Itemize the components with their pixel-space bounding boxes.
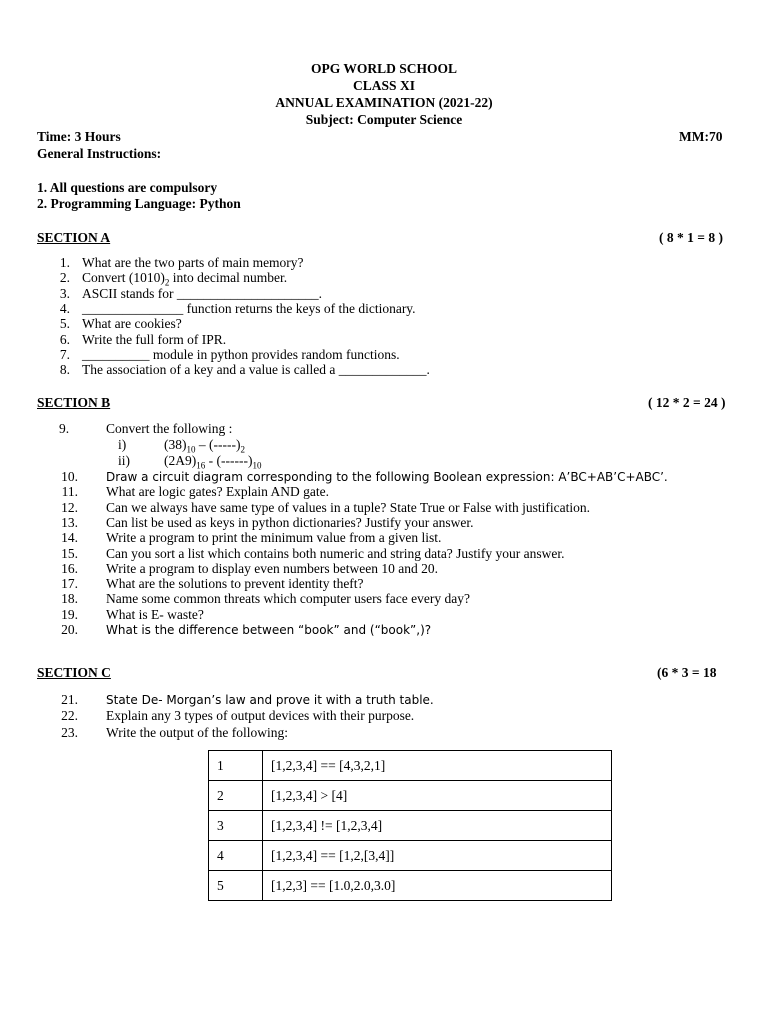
question-number: 9.	[59, 421, 70, 436]
instruction-2: 2. Programming Language: Python	[37, 196, 241, 211]
question-text: The association of a key and a value is called a _____________.	[82, 362, 430, 378]
question-text: Write a program to display even numbers between 10 and 20.	[106, 560, 438, 576]
expression: [1,2,3,4] == [1,2,[3,4]]	[263, 841, 612, 871]
section-c-title: SECTION C	[37, 665, 111, 680]
question-number: 13.	[61, 514, 78, 530]
question-number: 17.	[61, 576, 78, 592]
instructions-heading: General Instructions:	[37, 146, 162, 161]
row-number: 1	[209, 751, 263, 781]
expression: [1,2,3] == [1.0,2.0,3.0]	[263, 871, 612, 901]
exam-title: ANNUAL EXAMINATION (2021-22)	[275, 95, 493, 110]
question-text: Name some common threats which computer users face every day?	[106, 591, 470, 607]
row-number: 4	[209, 841, 263, 871]
question-number: 16.	[61, 560, 78, 576]
question-text: Can list be used as keys in python dictionaries? Justify your answer.	[106, 514, 474, 530]
section-b-marks: ( 12 * 2 = 24 )	[648, 395, 726, 410]
sub-question-label: ii)	[118, 453, 130, 468]
question-number: 6.	[59, 331, 70, 347]
instruction-1: 1. All questions are compulsory	[37, 180, 218, 195]
section-b-title: SECTION B	[37, 395, 111, 410]
question-text: Convert the following :	[106, 421, 233, 436]
table-row	[209, 871, 612, 901]
question-text: What are logic gates? Explain AND gate.	[106, 484, 330, 500]
sub-question-text: $(38)_{10} - (-----)_2$	[164, 437, 245, 455]
question-text: Explain any 3 types of output devices with their purpose.	[106, 708, 415, 723]
subject-title: Subject: Computer Science	[305, 112, 463, 127]
question-text: __________ module in python provides random functions.	[82, 346, 400, 362]
sub-question-label: i)	[118, 437, 127, 452]
question-text: What is the difference between “book” and (“book”,)?	[106, 623, 432, 637]
section-c-marks: (6 * 3 = 18	[657, 665, 717, 680]
question-number: 8.	[59, 362, 70, 378]
question-number: 14.	[61, 530, 78, 546]
question-number: 3.	[59, 285, 70, 301]
question-number: 15.	[61, 545, 78, 561]
question-text: Write a program to print the minimum value from a given list.	[106, 530, 442, 546]
question-text: Convert $(1010)_2$ into decimal number.	[82, 270, 288, 288]
question-text: _______________ function returns the keys of the dictionary.	[82, 300, 416, 316]
time-label: Time: 3 Hours	[37, 129, 121, 144]
question-number: 5.	[59, 316, 70, 332]
question-number: 19.	[61, 606, 78, 622]
table-row	[209, 781, 612, 811]
question-text: State De- Morgan’s law and prove it with a truth table.	[106, 693, 434, 707]
row-number: 3	[209, 811, 263, 841]
table-row	[209, 841, 612, 871]
question-text: Can we always have same type of values in a tuple? State True or False with justification.	[106, 499, 591, 515]
question-text: ASCII stands for _____________________.	[82, 285, 322, 301]
expression: [1,2,3,4] != [1,2,3,4]	[263, 811, 612, 841]
question-number: 20.	[61, 622, 78, 637]
output-table	[208, 750, 612, 901]
section-a-title: SECTION A	[37, 230, 111, 245]
section-a-marks: ( 8 * 1 = 8 )	[659, 230, 723, 245]
question-text: What is E- waste?	[106, 606, 204, 622]
question-number: 12.	[61, 499, 78, 515]
question-text: What are the solutions to prevent identity theft?	[106, 576, 364, 592]
question-text: Write the output of the following:	[106, 725, 289, 740]
class-title: CLASS XI	[353, 78, 415, 93]
question-text: Can you sort a list which contains both numeric and string data? Justify your answer.	[106, 545, 565, 561]
question-text: Draw a circuit diagram corresponding to the following Boolean expression: A’BC+AB’C+ABC’.	[106, 470, 668, 484]
question-number: 4.	[59, 300, 70, 316]
question-number: 22.	[61, 708, 78, 723]
question-number: 10.	[61, 469, 78, 484]
question-number: 11.	[61, 484, 78, 500]
question-text: What are cookies?	[82, 316, 182, 332]
row-number: 5	[209, 871, 263, 901]
table-row	[209, 811, 612, 841]
question-number: 1.	[59, 255, 70, 270]
expression: [1,2,3,4] > [4]	[263, 781, 612, 811]
expression: [1,2,3,4] == [4,3,2,1]	[263, 751, 612, 781]
question-number: 7.	[59, 346, 70, 362]
row-number: 2	[209, 781, 263, 811]
sub-question-text: $(2A9)_{16} - (------)_{10}$	[164, 453, 262, 471]
question-text: Write the full form of IPR.	[82, 331, 227, 347]
max-marks: MM:70	[679, 129, 723, 144]
question-text: What are the two parts of main memory?	[82, 255, 304, 270]
school-name: OPG WORLD SCHOOL	[310, 61, 458, 76]
question-number: 21.	[61, 692, 78, 707]
question-number: 23.	[61, 725, 78, 740]
table-row	[209, 751, 612, 781]
question-number: 18.	[61, 591, 78, 607]
question-number: 2.	[59, 270, 70, 286]
